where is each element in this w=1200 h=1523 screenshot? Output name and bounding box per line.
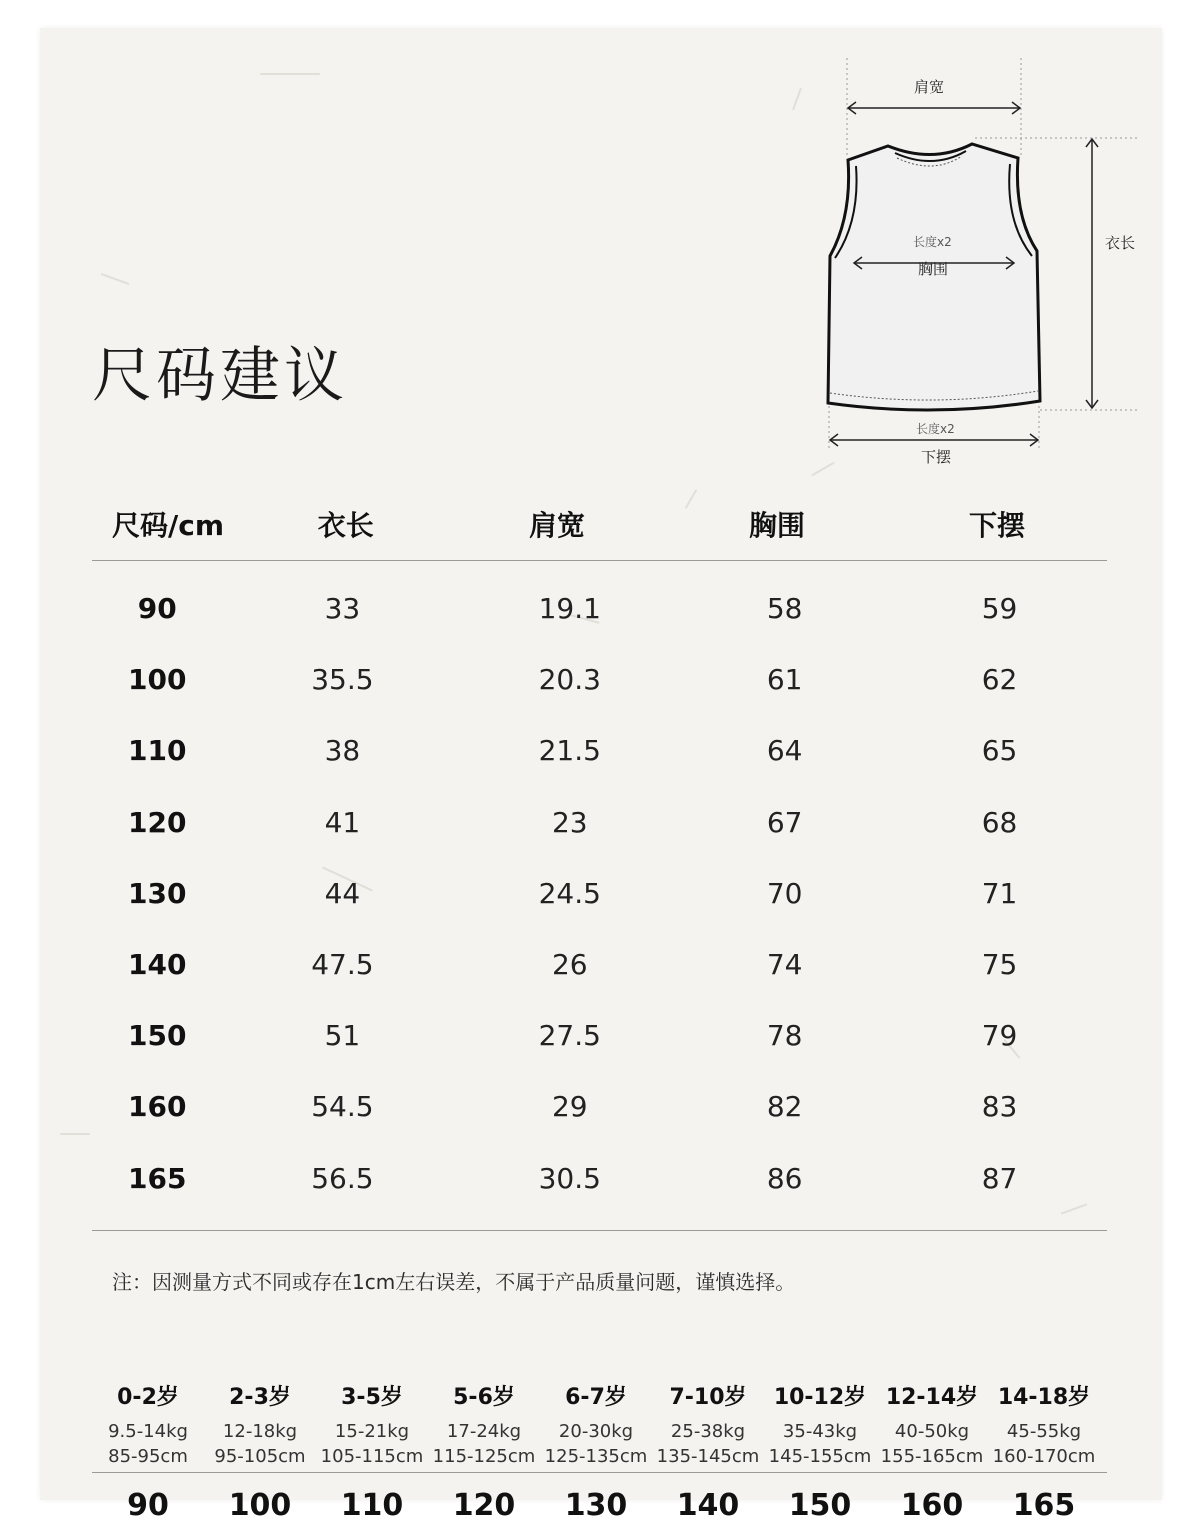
vest-measurement-diagram — [800, 46, 1140, 476]
size-reference-label: 90 — [127, 1488, 169, 1523]
cell-size: 160 — [128, 1090, 187, 1124]
height-range: 85-95cm — [108, 1446, 188, 1467]
age-label: 0-2岁 — [117, 1385, 179, 1410]
header-size: 尺码/cm — [112, 509, 225, 542]
table-row — [92, 573, 1107, 644]
height-range: 105-115cm — [320, 1446, 424, 1467]
cell-size: 90 — [137, 592, 177, 626]
header-length: 衣长 — [317, 509, 374, 542]
table-row — [92, 1143, 1107, 1214]
age-column — [988, 1380, 1100, 1469]
chest-label: 胸围 — [918, 260, 949, 278]
cell-size: 140 — [128, 948, 187, 982]
header-hem: 下摆 — [968, 509, 1025, 542]
cell-chest: 61 — [766, 663, 803, 697]
cell-hem: 65 — [981, 734, 1018, 768]
hem-note: 长度x2 — [916, 422, 955, 436]
hem-label: 下摆 — [921, 448, 952, 466]
age-label: 10-12岁 — [773, 1385, 867, 1410]
height-range: 125-135cm — [544, 1446, 648, 1467]
size-reference-label: 120 — [452, 1488, 516, 1523]
age-column — [428, 1380, 540, 1469]
cell-hem: 71 — [981, 876, 1018, 910]
cell-chest: 86 — [766, 1161, 803, 1195]
cell-chest: 58 — [766, 592, 803, 626]
table-body — [92, 561, 1107, 1214]
header-shoulder: 肩宽 — [528, 509, 585, 542]
age-label: 3-5岁 — [341, 1385, 403, 1410]
age-column — [764, 1380, 876, 1469]
cell-shoulder: 26 — [551, 948, 588, 982]
table-row — [92, 787, 1107, 858]
height-range: 145-155cm — [768, 1446, 872, 1467]
paper-fiber — [260, 73, 320, 75]
chest-note: 长度x2 — [913, 235, 952, 249]
weight-range: 9.5-14kg — [108, 1421, 188, 1442]
cell-size: 150 — [128, 1019, 187, 1053]
table-row — [92, 858, 1107, 929]
age-reference-row — [92, 1380, 1107, 1469]
height-range: 135-145cm — [656, 1446, 760, 1467]
cell-hem: 79 — [981, 1019, 1018, 1053]
cell-chest: 78 — [766, 1019, 803, 1053]
cell-length: 35.5 — [311, 663, 374, 697]
cell-hem: 68 — [981, 805, 1018, 839]
age-label: 12-14岁 — [885, 1385, 979, 1410]
height-range: 160-170cm — [992, 1446, 1096, 1467]
cell-length: 47.5 — [311, 948, 374, 982]
height-range: 95-105cm — [214, 1446, 306, 1467]
age-column — [92, 1380, 204, 1469]
age-column — [540, 1380, 652, 1469]
cell-shoulder: 23 — [551, 805, 588, 839]
size-reference-label: 140 — [676, 1488, 740, 1523]
cell-hem: 59 — [981, 592, 1018, 626]
cell-hem: 83 — [981, 1090, 1018, 1124]
cell-length: 38 — [324, 734, 361, 768]
age-label: 5-6岁 — [453, 1385, 515, 1410]
table-row — [92, 929, 1107, 1000]
height-range: 155-165cm — [880, 1446, 984, 1467]
cell-chest: 67 — [766, 805, 803, 839]
age-divider — [92, 1472, 1107, 1473]
cell-length: 44 — [324, 876, 361, 910]
vest-illustration — [800, 46, 1140, 476]
size-reference-label: 100 — [228, 1488, 292, 1523]
size-reference-label: 130 — [564, 1488, 628, 1523]
age-label: 6-7岁 — [565, 1385, 627, 1410]
paper-fiber — [101, 273, 130, 285]
size-reference-label: 150 — [788, 1488, 852, 1523]
cell-size: 165 — [128, 1161, 187, 1195]
cell-hem: 75 — [981, 948, 1018, 982]
table-row — [92, 644, 1107, 715]
cell-shoulder: 20.3 — [538, 663, 601, 697]
cell-shoulder: 21.5 — [538, 734, 601, 768]
cell-hem: 62 — [981, 663, 1018, 697]
table-bottom-divider — [92, 1230, 1107, 1231]
size-chart-card — [40, 28, 1162, 1523]
age-label: 2-3岁 — [229, 1385, 291, 1410]
cell-hem: 87 — [981, 1161, 1018, 1195]
measurement-note: 注：因测量方式不同或存在1cm左右误差，不属于产品质量问题，谨慎选择。 — [112, 1270, 796, 1294]
cell-shoulder: 29 — [551, 1090, 588, 1124]
weight-range: 17-24kg — [446, 1421, 522, 1442]
cell-chest: 82 — [766, 1090, 803, 1124]
cell-chest: 74 — [766, 948, 803, 982]
age-label: 7-10岁 — [669, 1385, 747, 1410]
cell-shoulder: 27.5 — [538, 1019, 601, 1053]
table-header — [92, 488, 1107, 560]
age-column — [204, 1380, 316, 1469]
cell-size: 110 — [128, 734, 187, 768]
size-reference-label: 110 — [340, 1488, 404, 1523]
page-title: 尺码建议 — [92, 341, 348, 411]
cell-size: 100 — [128, 663, 187, 697]
weight-range: 20-30kg — [558, 1421, 634, 1442]
cell-length: 41 — [324, 805, 361, 839]
cell-length: 51 — [324, 1019, 361, 1053]
size-reference-label: 165 — [1012, 1488, 1076, 1523]
table-row — [92, 1071, 1107, 1142]
size-reference-row — [92, 1488, 1107, 1523]
weight-range: 12-18kg — [222, 1421, 298, 1442]
weight-range: 40-50kg — [894, 1421, 970, 1442]
cell-length: 56.5 — [311, 1161, 374, 1195]
weight-range: 35-43kg — [782, 1421, 858, 1442]
cell-length: 54.5 — [311, 1090, 374, 1124]
cell-chest: 70 — [766, 876, 803, 910]
size-table — [92, 488, 1107, 1214]
age-column — [876, 1380, 988, 1469]
weight-range: 45-55kg — [1006, 1421, 1082, 1442]
paper-fiber — [60, 1133, 90, 1135]
age-column — [316, 1380, 428, 1469]
cell-length: 33 — [324, 592, 361, 626]
age-column — [652, 1380, 764, 1469]
age-label: 14-18岁 — [997, 1385, 1091, 1410]
table-row — [92, 715, 1107, 786]
cell-size: 120 — [128, 805, 187, 839]
cell-shoulder: 24.5 — [538, 876, 601, 910]
size-reference-label: 160 — [900, 1488, 964, 1523]
cell-size: 130 — [128, 876, 187, 910]
cell-shoulder: 30.5 — [538, 1161, 601, 1195]
length-label: 衣长 — [1105, 234, 1136, 252]
cell-shoulder: 19.1 — [538, 592, 601, 626]
header-chest: 胸围 — [748, 509, 805, 542]
weight-range: 25-38kg — [670, 1421, 746, 1442]
shoulder-label: 肩宽 — [914, 78, 945, 96]
weight-range: 15-21kg — [334, 1421, 410, 1442]
cell-chest: 64 — [766, 734, 803, 768]
height-range: 115-125cm — [432, 1446, 536, 1467]
table-row — [92, 1000, 1107, 1071]
